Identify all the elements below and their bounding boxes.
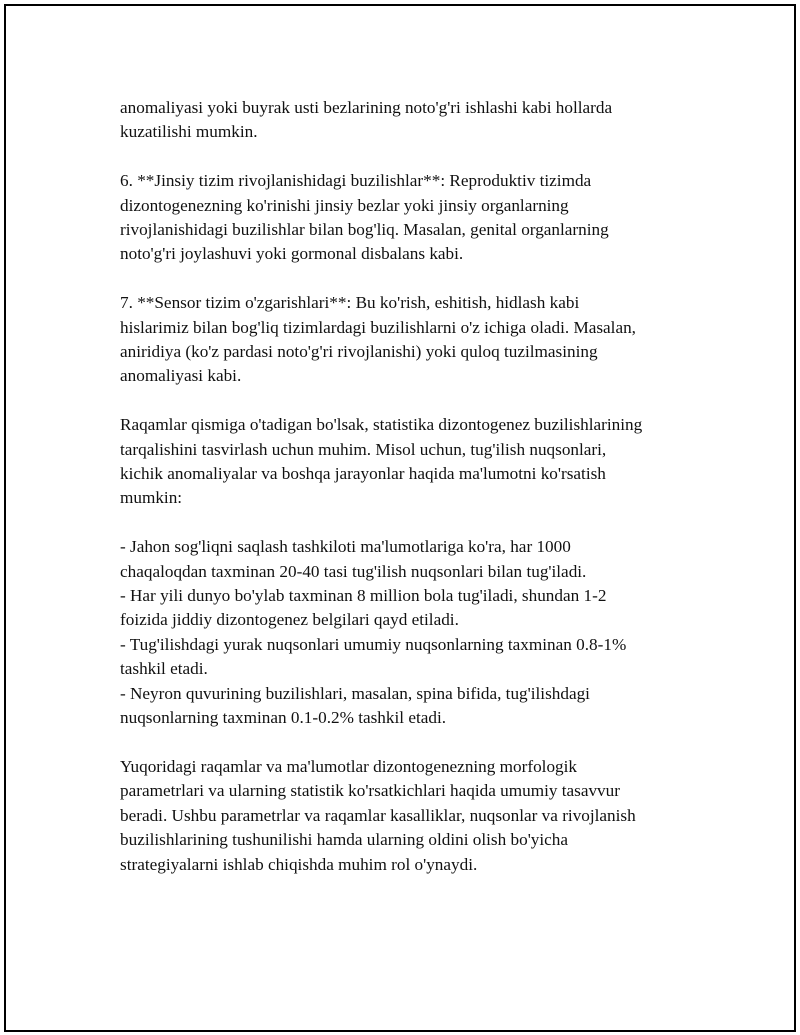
list-item-line: chaqaloqdan taxminan 20-40 tasi tug'ilish nuqsonlari bilan tug'iladi. <box>120 561 587 581</box>
paragraph-conclusion <box>120 755 710 877</box>
text-line: dizontogenezning ko'rinishi jinsiy bezlar yoki jinsiy organlarning <box>120 195 569 215</box>
list-item-line: foizida jiddiy dizontogenez belgilari qayd etiladi. <box>120 610 459 630</box>
text-line: noto'g'ri joylashuvi yoki gormonal disbalans kabi. <box>120 244 464 264</box>
text-line: parametrlari va ularning statistik ko'rsatkichlari haqida umumiy tasavvur <box>120 781 620 801</box>
text-line: anomaliyasi yoki buyrak usti bezlarining noto'g'ri ishlashi kabi hollarda <box>120 98 613 117</box>
document-body <box>120 96 710 901</box>
list-item-line: - Neyron quvurining buzilishlari, masalan, spina bifida, tug'ilishdagi <box>120 683 590 703</box>
text-line: rivojlanishidagi buzilishlar bilan bog'liq. Masalan, genital organlarning <box>120 220 609 240</box>
text-line: kichik anomaliyalar va boshqa jarayonlar haqida ma'lumotni ko'rsatish <box>120 464 606 484</box>
text-line: beradi. Ushbu parametrlar va raqamlar kasalliklar, nuqsonlar va rivojlanish <box>120 805 636 825</box>
text-line: kuzatilishi mumkin. <box>120 122 258 142</box>
text-line: Yuqoridagi raqamlar va ma'lumotlar dizontogenezning morfologik <box>120 756 578 776</box>
text-line: buzilishlarining tushunilishi hamda ularning oldini olish bo'yicha <box>120 830 569 850</box>
text-line: strategiyalarni ishlab chiqishda muhim rol o'ynaydi. <box>120 854 478 874</box>
text-line: hislarimiz bilan bog'liq tizimlardagi buzilishlarni o'z ichiga oladi. Masalan, <box>120 317 636 337</box>
text-line: anomaliyasi kabi. <box>120 366 242 386</box>
paragraph-sensory-system <box>120 291 710 389</box>
list-item-line: - Har yili dunyo bo'ylab taxminan 8 million bola tug'iladi, shundan 1-2 <box>120 586 607 606</box>
text-line: aniridiya (ko'z pardasi noto'g'ri rivojlanishi) yoki quloq tuzilmasining <box>120 342 598 362</box>
paragraph-statistics-intro <box>120 413 710 511</box>
document-page <box>4 4 796 1032</box>
text-line: 6. **Jinsiy tizim rivojlanishidagi buzilishlar**: Reproduktiv tizimda <box>120 171 592 191</box>
text-line: 7. **Sensor tizim o'zgarishlari**: Bu ko'rish, eshitish, hidlash kabi <box>120 293 580 313</box>
list-item-line: - Tug'ilishdagi yurak nuqsonlari umumiy nuqsonlarning taxminan 0.8-1% <box>120 634 627 654</box>
list-item-line: tashkil etadi. <box>120 659 208 679</box>
list-item-line: nuqsonlarning taxminan 0.1-0.2% tashkil etadi. <box>120 708 447 728</box>
text-line: Raqamlar qismiga o'tadigan bo'lsak, statistika dizontogenez buzilishlarining <box>120 415 643 435</box>
paragraph-reproductive-system <box>120 169 710 267</box>
paragraph-adrenal-continuation <box>120 96 710 145</box>
text-line: tarqalishini tasvirlash uchun muhim. Misol uchun, tug'ilish nuqsonlari, <box>120 439 607 459</box>
paragraph-statistics-list <box>120 535 710 730</box>
list-item-line: - Jahon sog'liqni saqlash tashkiloti ma'lumotlariga ko'ra, har 1000 <box>120 537 571 557</box>
text-line: mumkin: <box>120 488 183 508</box>
